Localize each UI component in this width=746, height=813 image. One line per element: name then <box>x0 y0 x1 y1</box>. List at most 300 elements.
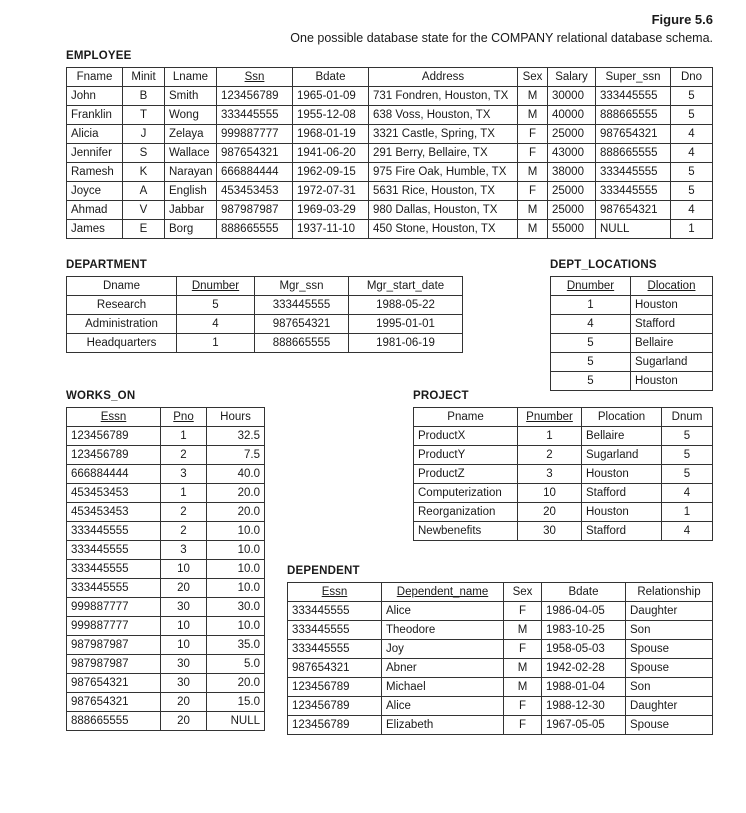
employee-body <box>67 87 713 239</box>
dependent-cell: 987654321 <box>288 659 382 678</box>
employee-cell: Borg <box>165 220 217 239</box>
dept-locations-cell: 5 <box>551 353 631 372</box>
works-on-cell: 987987987 <box>67 655 161 674</box>
dependent-row <box>288 640 713 659</box>
dept-locations-cell: 5 <box>551 372 631 391</box>
works-on-cell: 3 <box>161 541 207 560</box>
employee-cell: 25000 <box>548 125 596 144</box>
project-cell: 10 <box>518 484 582 503</box>
works-on-cell: 999887777 <box>67 617 161 636</box>
works-on-cell: 20.0 <box>207 674 265 693</box>
employee-cell: 43000 <box>548 144 596 163</box>
project-row <box>414 465 713 484</box>
project-cell: 1 <box>662 503 713 522</box>
works-on-cell: 10 <box>161 560 207 579</box>
project-cell: Sugarland <box>582 446 662 465</box>
project-cell: Newbenefits <box>414 522 518 541</box>
dependent-row <box>288 659 713 678</box>
dept-locations-row <box>551 372 713 391</box>
project-body <box>414 427 713 541</box>
department-header: Mgr_start_date <box>349 277 463 296</box>
employee-cell: Jennifer <box>67 144 123 163</box>
dependent-cell: F <box>504 716 542 735</box>
employee-cell: 123456789 <box>217 87 293 106</box>
employee-cell: 5 <box>671 106 713 125</box>
employee-row <box>67 144 713 163</box>
employee-cell: Narayan <box>165 163 217 182</box>
dept-locations-row <box>551 315 713 334</box>
employee-cell: 5 <box>671 87 713 106</box>
employee-header: Bdate <box>293 68 369 87</box>
works-on-header-key: Essn <box>67 408 161 427</box>
dept-locations-cell: 1 <box>551 296 631 315</box>
dependent-cell: 1958-05-03 <box>542 640 626 659</box>
works-on-cell: 30.0 <box>207 598 265 617</box>
employee-cell: 55000 <box>548 220 596 239</box>
employee-cell: 333445555 <box>596 182 671 201</box>
employee-cell: 666884444 <box>217 163 293 182</box>
dependent-cell: 123456789 <box>288 697 382 716</box>
works-on-cell: 2 <box>161 446 207 465</box>
works-on-cell: 987654321 <box>67 674 161 693</box>
employee-cell: 4 <box>671 144 713 163</box>
dependent-cell: 333445555 <box>288 640 382 659</box>
works-on-cell: 888665555 <box>67 712 161 731</box>
dependent-cell: 1967-05-05 <box>542 716 626 735</box>
employee-cell: 731 Fondren, Houston, TX <box>369 87 518 106</box>
works-on-cell: 7.5 <box>207 446 265 465</box>
works-on-cell: 10.0 <box>207 617 265 636</box>
employee-cell: K <box>123 163 165 182</box>
dept-locations-cell: 5 <box>551 334 631 353</box>
dependent-cell: Abner <box>382 659 504 678</box>
works-on-cell: 30 <box>161 598 207 617</box>
works-on-cell: 987987987 <box>67 636 161 655</box>
department-body <box>67 296 463 353</box>
employee-cell: A <box>123 182 165 201</box>
works-on-row <box>67 598 265 617</box>
dependent-cell: Daughter <box>626 697 713 716</box>
department-cell: 1 <box>177 334 255 353</box>
dependent-cell: Spouse <box>626 640 713 659</box>
employee-cell: 333445555 <box>217 106 293 125</box>
dependent-cell: Daughter <box>626 602 713 621</box>
works-on-row <box>67 522 265 541</box>
department-cell: 987654321 <box>255 315 349 334</box>
works-on-cell: 10.0 <box>207 522 265 541</box>
employee-header: Dno <box>671 68 713 87</box>
dependent-cell: F <box>504 640 542 659</box>
dependent-title: DEPENDENT <box>287 565 360 577</box>
works-on-row <box>67 636 265 655</box>
employee-cell: 987654321 <box>217 144 293 163</box>
works-on-cell: 453453453 <box>67 484 161 503</box>
employee-cell: 888665555 <box>596 144 671 163</box>
employee-cell: F <box>518 125 548 144</box>
works-on-cell: 15.0 <box>207 693 265 712</box>
works-on-cell: 20.0 <box>207 484 265 503</box>
works-on-row <box>67 427 265 446</box>
dependent-row <box>288 621 713 640</box>
employee-cell: 30000 <box>548 87 596 106</box>
works-on-row <box>67 617 265 636</box>
employee-cell: 888665555 <box>217 220 293 239</box>
department-cell: Research <box>67 296 177 315</box>
works-on-row <box>67 560 265 579</box>
employee-cell: M <box>518 87 548 106</box>
works-on-cell: 333445555 <box>67 541 161 560</box>
project-cell: Computerization <box>414 484 518 503</box>
dependent-row <box>288 716 713 735</box>
works-on-cell: 30 <box>161 674 207 693</box>
dependent-cell: Son <box>626 678 713 697</box>
dependent-cell: 123456789 <box>288 716 382 735</box>
employee-cell: 333445555 <box>596 87 671 106</box>
department-cell: Headquarters <box>67 334 177 353</box>
dependent-cell: Theodore <box>382 621 504 640</box>
dept-locations-table <box>550 276 713 391</box>
works-on-row <box>67 541 265 560</box>
employee-header: Minit <box>123 68 165 87</box>
employee-cell: 1969-03-29 <box>293 201 369 220</box>
department-row <box>67 296 463 315</box>
dependent-header: Relationship <box>626 583 713 602</box>
employee-row <box>67 125 713 144</box>
works-on-row <box>67 484 265 503</box>
employee-cell: F <box>518 144 548 163</box>
project-header: Dnum <box>662 408 713 427</box>
employee-cell: M <box>518 163 548 182</box>
works-on-cell: 2 <box>161 503 207 522</box>
department-row <box>67 315 463 334</box>
employee-cell: 999887777 <box>217 125 293 144</box>
works-on-cell: 10.0 <box>207 541 265 560</box>
employee-cell: 638 Voss, Houston, TX <box>369 106 518 125</box>
works-on-cell: 987654321 <box>67 693 161 712</box>
project-cell: 30 <box>518 522 582 541</box>
employee-cell: 25000 <box>548 182 596 201</box>
works-on-cell: NULL <box>207 712 265 731</box>
employee-cell: 1937-11-10 <box>293 220 369 239</box>
works-on-cell: 123456789 <box>67 446 161 465</box>
employee-cell: 5 <box>671 163 713 182</box>
employee-cell: Ahmad <box>67 201 123 220</box>
dept-locations-cell: Houston <box>631 296 713 315</box>
project-cell: ProductX <box>414 427 518 446</box>
dependent-cell: 1988-01-04 <box>542 678 626 697</box>
department-header: Mgr_ssn <box>255 277 349 296</box>
dependent-table <box>287 582 713 735</box>
department-cell: 333445555 <box>255 296 349 315</box>
project-cell: 3 <box>518 465 582 484</box>
project-row <box>414 522 713 541</box>
employee-cell: NULL <box>596 220 671 239</box>
dependent-cell: 1942-02-28 <box>542 659 626 678</box>
employee-cell: B <box>123 87 165 106</box>
works-on-cell: 3 <box>161 465 207 484</box>
works-on-cell: 20.0 <box>207 503 265 522</box>
dependent-cell: M <box>504 659 542 678</box>
dependent-body <box>288 602 713 735</box>
dependent-header-key: Essn <box>288 583 382 602</box>
project-cell: 4 <box>662 522 713 541</box>
department-table <box>66 276 463 353</box>
department-cell: 4 <box>177 315 255 334</box>
project-cell: Stafford <box>582 522 662 541</box>
employee-cell: James <box>67 220 123 239</box>
employee-cell: 1941-06-20 <box>293 144 369 163</box>
project-row <box>414 427 713 446</box>
project-table <box>413 407 713 541</box>
employee-row <box>67 106 713 125</box>
works-on-cell: 20 <box>161 693 207 712</box>
project-title: PROJECT <box>413 390 469 402</box>
department-cell: 1988-05-22 <box>349 296 463 315</box>
project-cell: Houston <box>582 503 662 522</box>
works-on-row <box>67 693 265 712</box>
works-on-cell: 1 <box>161 484 207 503</box>
employee-cell: 1955-12-08 <box>293 106 369 125</box>
project-cell: 4 <box>662 484 713 503</box>
dependent-cell: Elizabeth <box>382 716 504 735</box>
works-on-row <box>67 465 265 484</box>
dependent-cell: Spouse <box>626 659 713 678</box>
dependent-cell: Michael <box>382 678 504 697</box>
employee-cell: 38000 <box>548 163 596 182</box>
project-cell: ProductY <box>414 446 518 465</box>
employee-table <box>66 67 713 239</box>
employee-cell: M <box>518 106 548 125</box>
dept-locations-header-key: Dlocation <box>631 277 713 296</box>
employee-cell: 1965-01-09 <box>293 87 369 106</box>
dependent-header-key: Dependent_name <box>382 583 504 602</box>
employee-row <box>67 163 713 182</box>
dependent-cell: F <box>504 697 542 716</box>
works-on-cell: 20 <box>161 579 207 598</box>
employee-cell: 980 Dallas, Houston, TX <box>369 201 518 220</box>
employee-cell: 1 <box>671 220 713 239</box>
project-cell: Stafford <box>582 484 662 503</box>
department-cell: 888665555 <box>255 334 349 353</box>
project-cell: Houston <box>582 465 662 484</box>
dependent-cell: 1988-12-30 <box>542 697 626 716</box>
employee-cell: 1962-09-15 <box>293 163 369 182</box>
department-row <box>67 334 463 353</box>
employee-header: Super_ssn <box>596 68 671 87</box>
dependent-cell: Alice <box>382 697 504 716</box>
department-cell: Administration <box>67 315 177 334</box>
employee-cell: English <box>165 182 217 201</box>
department-cell: 1995-01-01 <box>349 315 463 334</box>
employee-header: Address <box>369 68 518 87</box>
employee-cell: 4 <box>671 201 713 220</box>
project-cell: 5 <box>662 427 713 446</box>
works-on-cell: 2 <box>161 522 207 541</box>
employee-cell: 291 Berry, Bellaire, TX <box>369 144 518 163</box>
employee-cell: Franklin <box>67 106 123 125</box>
dependent-cell: Son <box>626 621 713 640</box>
project-cell: 2 <box>518 446 582 465</box>
employee-cell: 40000 <box>548 106 596 125</box>
works-on-cell: 666884444 <box>67 465 161 484</box>
dept-locations-cell: Bellaire <box>631 334 713 353</box>
employee-cell: 25000 <box>548 201 596 220</box>
employee-cell: 888665555 <box>596 106 671 125</box>
employee-cell: 975 Fire Oak, Humble, TX <box>369 163 518 182</box>
dependent-cell: 333445555 <box>288 602 382 621</box>
employee-cell: F <box>518 182 548 201</box>
employee-cell: 987987987 <box>217 201 293 220</box>
dept-locations-row <box>551 296 713 315</box>
employee-row <box>67 220 713 239</box>
works-on-row <box>67 674 265 693</box>
employee-cell: Ramesh <box>67 163 123 182</box>
employee-header: Sex <box>518 68 548 87</box>
works-on-cell: 10.0 <box>207 579 265 598</box>
department-header: Dname <box>67 277 177 296</box>
works-on-cell: 123456789 <box>67 427 161 446</box>
employee-header: Lname <box>165 68 217 87</box>
works-on-cell: 35.0 <box>207 636 265 655</box>
figure-caption: One possible database state for the COMPANY relational database schema. <box>290 31 713 45</box>
project-cell: 5 <box>662 446 713 465</box>
employee-cell: Smith <box>165 87 217 106</box>
project-header: Pname <box>414 408 518 427</box>
employee-cell: M <box>518 220 548 239</box>
dependent-cell: 1986-04-05 <box>542 602 626 621</box>
project-row <box>414 446 713 465</box>
department-cell: 1981-06-19 <box>349 334 463 353</box>
employee-cell: 450 Stone, Houston, TX <box>369 220 518 239</box>
works-on-cell: 10.0 <box>207 560 265 579</box>
works-on-cell: 20 <box>161 712 207 731</box>
employee-cell: Joyce <box>67 182 123 201</box>
employee-header: Salary <box>548 68 596 87</box>
employee-cell: 5631 Rice, Houston, TX <box>369 182 518 201</box>
works-on-row <box>67 446 265 465</box>
employee-cell: V <box>123 201 165 220</box>
works-on-row <box>67 503 265 522</box>
employee-cell: Jabbar <box>165 201 217 220</box>
dependent-cell: 123456789 <box>288 678 382 697</box>
works-on-cell: 32.5 <box>207 427 265 446</box>
employee-cell: M <box>518 201 548 220</box>
employee-cell: 3321 Castle, Spring, TX <box>369 125 518 144</box>
works-on-header-key: Pno <box>161 408 207 427</box>
project-cell: Reorganization <box>414 503 518 522</box>
employee-cell: Wallace <box>165 144 217 163</box>
figure-label: Figure 5.6 <box>651 12 713 27</box>
project-header-key: Pnumber <box>518 408 582 427</box>
employee-cell: 4 <box>671 125 713 144</box>
works-on-row <box>67 655 265 674</box>
works-on-cell: 10 <box>161 617 207 636</box>
dependent-header: Bdate <box>542 583 626 602</box>
project-row <box>414 484 713 503</box>
dependent-row <box>288 678 713 697</box>
employee-row <box>67 201 713 220</box>
employee-row <box>67 182 713 201</box>
project-cell: 1 <box>518 427 582 446</box>
dependent-cell: F <box>504 602 542 621</box>
employee-cell: E <box>123 220 165 239</box>
employee-cell: Wong <box>165 106 217 125</box>
department-title: DEPARTMENT <box>66 259 148 271</box>
dept-locations-cell: Houston <box>631 372 713 391</box>
employee-cell: Alicia <box>67 125 123 144</box>
employee-cell: 987654321 <box>596 201 671 220</box>
project-cell: 5 <box>662 465 713 484</box>
works-on-cell: 5.0 <box>207 655 265 674</box>
employee-cell: S <box>123 144 165 163</box>
employee-cell: John <box>67 87 123 106</box>
works-on-cell: 999887777 <box>67 598 161 617</box>
dependent-cell: Alice <box>382 602 504 621</box>
dependent-cell: 1983-10-25 <box>542 621 626 640</box>
works-on-title: WORKS_ON <box>66 390 136 402</box>
works-on-cell: 10 <box>161 636 207 655</box>
works-on-cell: 333445555 <box>67 560 161 579</box>
employee-header-key: Ssn <box>217 68 293 87</box>
employee-cell: J <box>123 125 165 144</box>
works-on-cell: 333445555 <box>67 522 161 541</box>
dept-locations-header-key: Dnumber <box>551 277 631 296</box>
works-on-cell: 453453453 <box>67 503 161 522</box>
employee-cell: T <box>123 106 165 125</box>
dept-locations-row <box>551 334 713 353</box>
department-cell: 5 <box>177 296 255 315</box>
project-header: Plocation <box>582 408 662 427</box>
dept-locations-cell: 4 <box>551 315 631 334</box>
works-on-cell: 40.0 <box>207 465 265 484</box>
employee-cell: 1972-07-31 <box>293 182 369 201</box>
dependent-row <box>288 697 713 716</box>
dept-locations-cell: Sugarland <box>631 353 713 372</box>
project-cell: ProductZ <box>414 465 518 484</box>
dependent-header: Sex <box>504 583 542 602</box>
department-header-key: Dnumber <box>177 277 255 296</box>
project-row <box>414 503 713 522</box>
employee-title: EMPLOYEE <box>66 50 132 62</box>
employee-cell: 987654321 <box>596 125 671 144</box>
dependent-row <box>288 602 713 621</box>
works-on-body <box>67 427 265 731</box>
dependent-cell: 333445555 <box>288 621 382 640</box>
employee-cell: 453453453 <box>217 182 293 201</box>
employee-cell: 1968-01-19 <box>293 125 369 144</box>
dept-locations-cell: Stafford <box>631 315 713 334</box>
project-cell: 20 <box>518 503 582 522</box>
works-on-header: Hours <box>207 408 265 427</box>
works-on-row <box>67 579 265 598</box>
dept-locations-body <box>551 296 713 391</box>
dependent-cell: Spouse <box>626 716 713 735</box>
dependent-cell: M <box>504 621 542 640</box>
project-cell: Bellaire <box>582 427 662 446</box>
employee-cell: 5 <box>671 182 713 201</box>
employee-cell: Zelaya <box>165 125 217 144</box>
employee-header: Fname <box>67 68 123 87</box>
dept-locations-row <box>551 353 713 372</box>
dependent-cell: Joy <box>382 640 504 659</box>
employee-cell: 333445555 <box>596 163 671 182</box>
employee-row <box>67 87 713 106</box>
dept-locations-title: DEPT_LOCATIONS <box>550 259 657 271</box>
works-on-table <box>66 407 265 731</box>
works-on-cell: 1 <box>161 427 207 446</box>
works-on-cell: 30 <box>161 655 207 674</box>
dependent-cell: M <box>504 678 542 697</box>
